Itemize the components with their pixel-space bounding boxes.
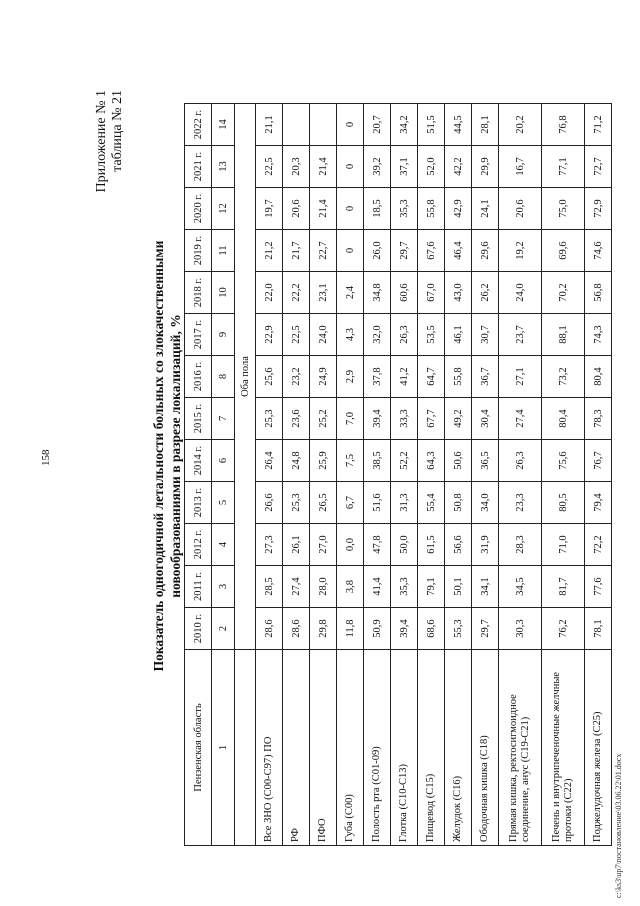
appendix-line-1: Приложение № 1 — [94, 90, 109, 193]
value-cell: 79,1 — [418, 566, 445, 608]
value-cell: 3,8 — [337, 566, 364, 608]
value-cell: 77,6 — [585, 566, 612, 608]
value-cell: 46,1 — [445, 314, 472, 356]
value-cell: 70,2 — [542, 272, 585, 314]
value-cell: 52,0 — [418, 146, 445, 188]
value-cell: 23,1 — [310, 272, 337, 314]
value-cell: 80,4 — [542, 398, 585, 440]
value-cell: 76,2 — [542, 608, 585, 650]
value-cell: 39,2 — [364, 146, 391, 188]
value-cell: 24,1 — [472, 188, 499, 230]
header-year: 2022 г. — [185, 104, 212, 146]
column-number: 3 — [212, 566, 235, 608]
appendix-note — [94, 90, 126, 193]
value-cell: 26,4 — [256, 440, 283, 482]
value-cell: 0 — [337, 104, 364, 146]
value-cell: 26,5 — [310, 482, 337, 524]
title-line-2: новообразованиями в разрезе локализаций, % — [168, 314, 183, 598]
value-cell: 56,6 — [445, 524, 472, 566]
value-cell: 68,6 — [418, 608, 445, 650]
value-cell: 19,7 — [256, 188, 283, 230]
value-cell: 80,4 — [585, 356, 612, 398]
value-cell: 26,1 — [283, 524, 310, 566]
row-label: Полость рта (С01-09) — [364, 650, 391, 846]
value-cell: 71,0 — [542, 524, 585, 566]
header-region: Пензенская область — [185, 650, 212, 846]
header-year: 2020 г. — [185, 188, 212, 230]
value-cell: 29,7 — [472, 608, 499, 650]
value-cell: 49,2 — [445, 398, 472, 440]
value-cell: 30,7 — [472, 314, 499, 356]
value-cell: 76,8 — [542, 104, 585, 146]
value-cell: 28,0 — [310, 566, 337, 608]
value-cell: 24,9 — [310, 356, 337, 398]
value-cell: 80,5 — [542, 482, 585, 524]
header-year: 2017 г. — [185, 314, 212, 356]
value-cell: 0 — [337, 230, 364, 272]
value-cell: 22,5 — [283, 314, 310, 356]
row-label: ПФО — [310, 650, 337, 846]
value-cell: 50,9 — [364, 608, 391, 650]
value-cell: 67,0 — [418, 272, 445, 314]
value-cell: 22,7 — [310, 230, 337, 272]
value-cell: 24,8 — [283, 440, 310, 482]
value-cell: 0 — [337, 188, 364, 230]
value-cell: 21,1 — [256, 104, 283, 146]
value-cell: 30,3 — [499, 608, 542, 650]
table-title — [150, 156, 184, 756]
value-cell: 28,3 — [499, 524, 542, 566]
header-year: 2018 г. — [185, 272, 212, 314]
value-cell: 50,1 — [445, 566, 472, 608]
value-cell: 34,8 — [364, 272, 391, 314]
header-year: 2019 г. — [185, 230, 212, 272]
value-cell: 21,7 — [283, 230, 310, 272]
value-cell: 11,8 — [337, 608, 364, 650]
value-cell: 37,1 — [391, 146, 418, 188]
value-cell: 43,0 — [445, 272, 472, 314]
value-cell: 72,9 — [585, 188, 612, 230]
value-cell: 81,7 — [542, 566, 585, 608]
value-cell: 23,3 — [499, 482, 542, 524]
value-cell: 25,2 — [310, 398, 337, 440]
row-label: Глотка (С10-С13) — [391, 650, 418, 846]
header-year: 2015 г. — [185, 398, 212, 440]
table-row — [499, 104, 542, 846]
table-body — [235, 104, 612, 846]
value-cell: 34,0 — [472, 482, 499, 524]
value-cell: 26,3 — [499, 440, 542, 482]
header-year: 2012 г. — [185, 524, 212, 566]
value-cell: 37,8 — [364, 356, 391, 398]
value-cell: 74,3 — [585, 314, 612, 356]
value-cell: 50,0 — [391, 524, 418, 566]
value-cell: 76,7 — [585, 440, 612, 482]
value-cell: 27,1 — [499, 356, 542, 398]
value-cell: 29,6 — [472, 230, 499, 272]
value-cell: 28,6 — [283, 608, 310, 650]
value-cell: 44,5 — [445, 104, 472, 146]
value-cell: 25,6 — [256, 356, 283, 398]
appendix-line-2: таблица № 21 — [110, 90, 125, 172]
value-cell: 27,4 — [283, 566, 310, 608]
header-year: 2010 г. — [185, 608, 212, 650]
page-number: 158 — [40, 449, 52, 466]
table-row — [445, 104, 472, 846]
row-label: РФ — [283, 650, 310, 846]
value-cell: 29,9 — [472, 146, 499, 188]
value-cell: 33,3 — [391, 398, 418, 440]
value-cell: 79,4 — [585, 482, 612, 524]
row-label: Желудок (С16) — [445, 650, 472, 846]
column-number: 9 — [212, 314, 235, 356]
table-row — [310, 104, 337, 846]
column-number: 11 — [212, 230, 235, 272]
value-cell: 41,4 — [364, 566, 391, 608]
value-cell: 21,4 — [310, 146, 337, 188]
value-cell — [283, 104, 310, 146]
row-label: Печень и внутрипеченочные желчные протоки (С22) — [542, 650, 585, 846]
value-cell: 55,3 — [445, 608, 472, 650]
value-cell: 61,5 — [418, 524, 445, 566]
value-cell: 7,5 — [337, 440, 364, 482]
value-cell: 7,0 — [337, 398, 364, 440]
value-cell: 22,5 — [256, 146, 283, 188]
value-cell: 4,3 — [337, 314, 364, 356]
column-number: 14 — [212, 104, 235, 146]
value-cell: 6,7 — [337, 482, 364, 524]
table-row — [585, 104, 612, 846]
value-cell: 24,0 — [499, 272, 542, 314]
value-cell: 55,8 — [418, 188, 445, 230]
mortality-table-wrapper — [184, 103, 612, 846]
header-year: 2014 г. — [185, 440, 212, 482]
value-cell: 78,3 — [585, 398, 612, 440]
value-cell: 88,1 — [542, 314, 585, 356]
table-row — [391, 104, 418, 846]
value-cell: 42,2 — [445, 146, 472, 188]
value-cell: 0 — [337, 146, 364, 188]
row-label: Прямая кишка, ректосигмоидное соединение, анус (С19-С21) — [499, 650, 542, 846]
value-cell: 23,6 — [283, 398, 310, 440]
value-cell: 16,7 — [499, 146, 542, 188]
title-line-1: Показатель одногодичной летальности больных со злокачественными — [151, 240, 166, 672]
value-cell: 26,0 — [364, 230, 391, 272]
value-cell: 24,0 — [310, 314, 337, 356]
column-number: 13 — [212, 146, 235, 188]
value-cell: 39,4 — [364, 398, 391, 440]
value-cell: 23,2 — [283, 356, 310, 398]
value-cell: 36,5 — [472, 440, 499, 482]
value-cell: 50,6 — [445, 440, 472, 482]
value-cell: 2,9 — [337, 356, 364, 398]
value-cell — [310, 104, 337, 146]
value-cell: 32,0 — [364, 314, 391, 356]
value-cell: 72,2 — [585, 524, 612, 566]
header-year: 2011 г. — [185, 566, 212, 608]
value-cell: 64,3 — [418, 440, 445, 482]
value-cell: 2,4 — [337, 272, 364, 314]
value-cell: 30,4 — [472, 398, 499, 440]
value-cell: 25,3 — [283, 482, 310, 524]
column-number: 8 — [212, 356, 235, 398]
value-cell: 77,1 — [542, 146, 585, 188]
value-cell: 31,9 — [472, 524, 499, 566]
value-cell: 56,8 — [585, 272, 612, 314]
column-number-row — [212, 104, 235, 846]
value-cell: 72,7 — [585, 146, 612, 188]
column-number: 7 — [212, 398, 235, 440]
header-year: 2016 г. — [185, 356, 212, 398]
value-cell: 20,3 — [283, 146, 310, 188]
value-cell: 74,6 — [585, 230, 612, 272]
table-row — [542, 104, 585, 846]
column-number: 4 — [212, 524, 235, 566]
value-cell: 64,7 — [418, 356, 445, 398]
value-cell: 26,2 — [472, 272, 499, 314]
value-cell: 75,0 — [542, 188, 585, 230]
header-row — [185, 104, 212, 846]
value-cell: 78,1 — [585, 608, 612, 650]
column-number: 5 — [212, 482, 235, 524]
table-row — [337, 104, 364, 846]
value-cell: 21,2 — [256, 230, 283, 272]
value-cell: 26,6 — [256, 482, 283, 524]
file-path-footer: c:\ks3\up7\постановление\03.06.22\01.docx — [614, 753, 623, 898]
value-cell: 19,2 — [499, 230, 542, 272]
value-cell: 39,4 — [391, 608, 418, 650]
value-cell: 18,5 — [364, 188, 391, 230]
value-cell: 28,5 — [256, 566, 283, 608]
value-cell: 31,3 — [391, 482, 418, 524]
value-cell: 53,5 — [418, 314, 445, 356]
value-cell: 73,2 — [542, 356, 585, 398]
value-cell: 55,8 — [445, 356, 472, 398]
value-cell: 34,5 — [499, 566, 542, 608]
value-cell: 28,1 — [472, 104, 499, 146]
value-cell: 67,6 — [418, 230, 445, 272]
value-cell: 55,4 — [418, 482, 445, 524]
value-cell: 36,7 — [472, 356, 499, 398]
table-row — [364, 104, 391, 846]
value-cell: 20,2 — [499, 104, 542, 146]
value-cell: 20,7 — [364, 104, 391, 146]
table-row — [256, 104, 283, 846]
value-cell: 47,8 — [364, 524, 391, 566]
row-label: Все ЗНО (С00-С97) ПО — [256, 650, 283, 846]
value-cell: 69,6 — [542, 230, 585, 272]
table-row — [283, 104, 310, 846]
value-cell: 27,4 — [499, 398, 542, 440]
column-number: 10 — [212, 272, 235, 314]
value-cell: 34,2 — [391, 104, 418, 146]
value-cell: 26,3 — [391, 314, 418, 356]
value-cell: 28,6 — [256, 608, 283, 650]
value-cell: 46,4 — [445, 230, 472, 272]
value-cell: 35,3 — [391, 188, 418, 230]
value-cell: 25,9 — [310, 440, 337, 482]
table-row — [472, 104, 499, 846]
column-number: 12 — [212, 188, 235, 230]
value-cell: 41,2 — [391, 356, 418, 398]
value-cell: 34,1 — [472, 566, 499, 608]
section-label: Оба пола — [235, 104, 256, 650]
value-cell: 71,2 — [585, 104, 612, 146]
value-cell: 20,6 — [283, 188, 310, 230]
value-cell: 29,8 — [310, 608, 337, 650]
value-cell: 21,4 — [310, 188, 337, 230]
value-cell: 29,7 — [391, 230, 418, 272]
row-label: Ободочная кишка (С18) — [472, 650, 499, 846]
value-cell: 35,3 — [391, 566, 418, 608]
value-cell: 50,8 — [445, 482, 472, 524]
value-cell: 25,3 — [256, 398, 283, 440]
value-cell: 75,6 — [542, 440, 585, 482]
mortality-table — [184, 103, 612, 846]
table-row — [418, 104, 445, 846]
value-cell: 38,5 — [364, 440, 391, 482]
row-label: Губа (С00) — [337, 650, 364, 846]
value-cell: 22,0 — [256, 272, 283, 314]
value-cell: 60,6 — [391, 272, 418, 314]
value-cell: 22,9 — [256, 314, 283, 356]
value-cell: 67,7 — [418, 398, 445, 440]
column-number: 6 — [212, 440, 235, 482]
section-row — [235, 104, 256, 846]
row-label: Пищевод (С15) — [418, 650, 445, 846]
value-cell: 0,0 — [337, 524, 364, 566]
value-cell: 23,7 — [499, 314, 542, 356]
column-number: 1 — [212, 650, 235, 846]
value-cell: 51,5 — [418, 104, 445, 146]
header-year: 2013 г. — [185, 482, 212, 524]
value-cell: 27,0 — [310, 524, 337, 566]
value-cell: 20,6 — [499, 188, 542, 230]
value-cell: 22,2 — [283, 272, 310, 314]
row-label: Поджелудочная железа (С25) — [585, 650, 612, 846]
value-cell: 52,2 — [391, 440, 418, 482]
header-year: 2021 г. — [185, 146, 212, 188]
value-cell: 42,9 — [445, 188, 472, 230]
column-number: 2 — [212, 608, 235, 650]
value-cell: 51,6 — [364, 482, 391, 524]
section-empty-cell — [235, 650, 256, 846]
value-cell: 27,3 — [256, 524, 283, 566]
